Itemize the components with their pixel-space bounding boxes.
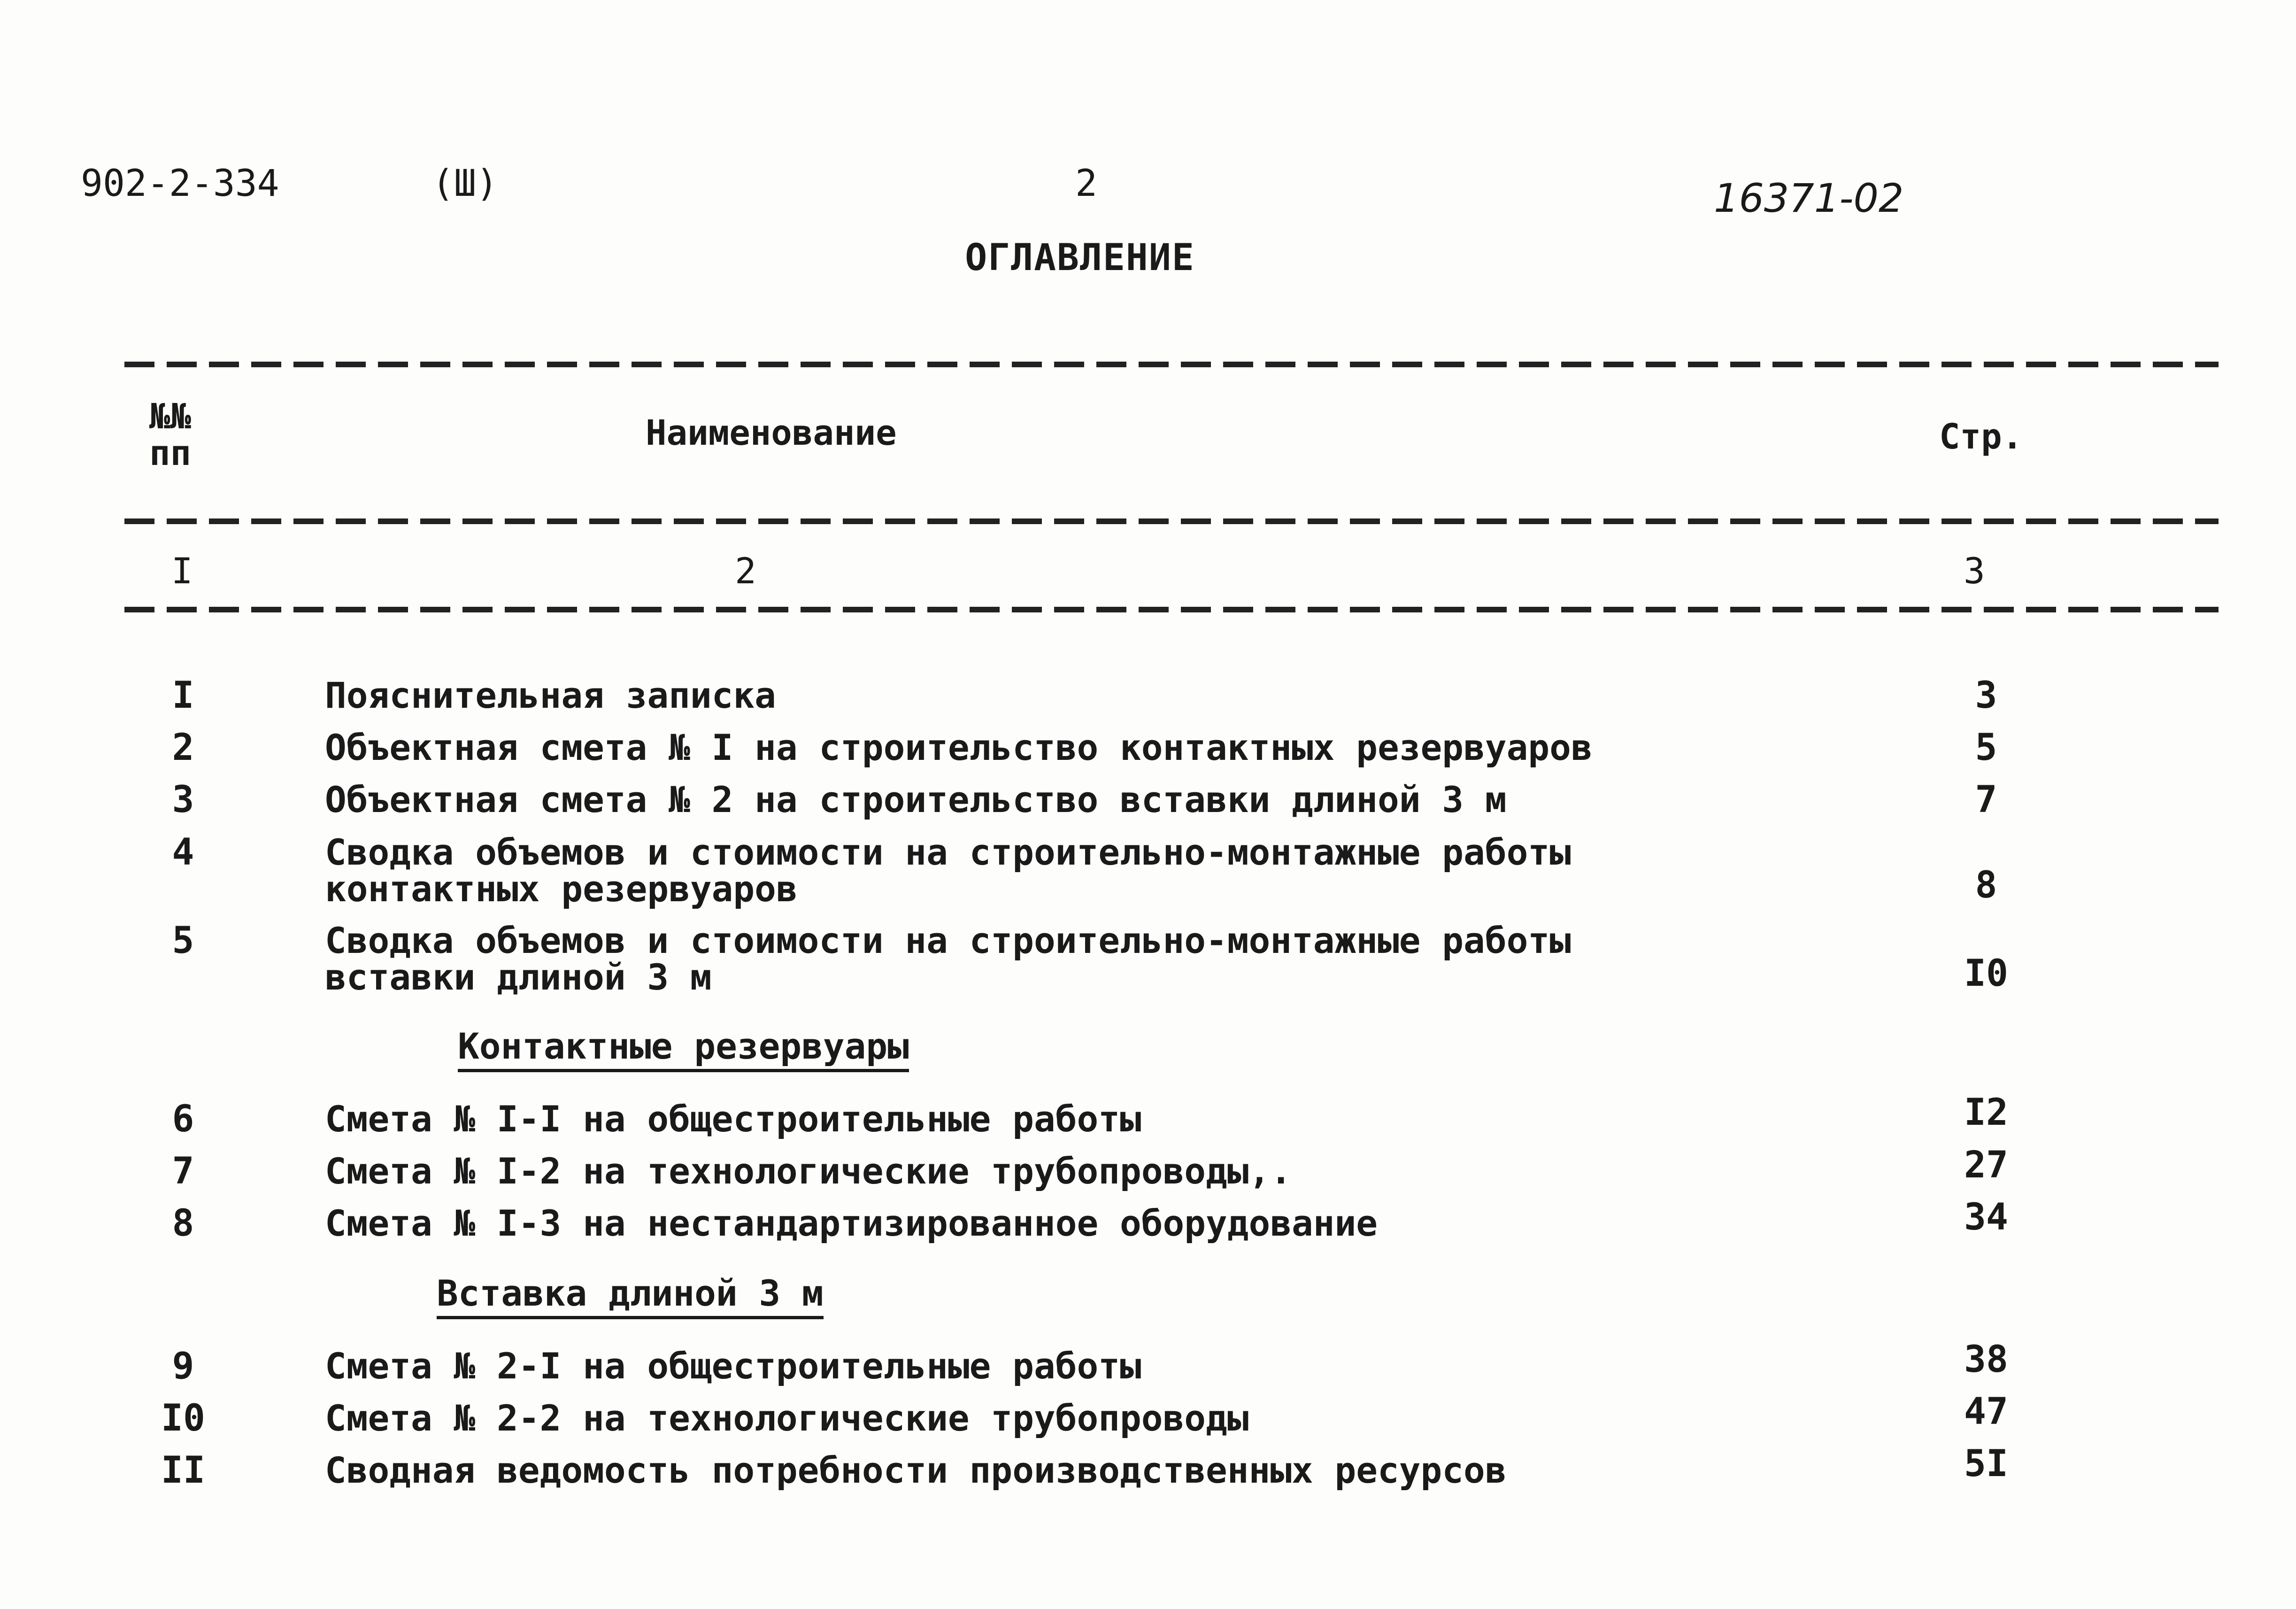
page-number: 2: [1075, 162, 1097, 205]
row-number: 9: [172, 1345, 194, 1387]
row-page: 27: [1964, 1144, 2008, 1186]
row-number: 8: [172, 1202, 194, 1245]
column-number-3: 3: [1964, 550, 1985, 592]
row-title: Смета № I-I на общестроительные работы: [325, 1098, 1141, 1140]
row-page: I2: [1964, 1091, 2008, 1134]
row-number: I0: [161, 1397, 205, 1439]
header-number-column: №№ пп: [149, 396, 192, 473]
page-title: ОГЛАВЛЕНИЕ: [965, 237, 1195, 279]
row-title: Сводка объемов и стоимости на строительно-монтажные работы контактных резервуаров: [325, 831, 1571, 910]
row-page: 38: [1964, 1338, 2008, 1381]
row-number: 7: [172, 1150, 194, 1192]
row-number: 3: [172, 779, 194, 821]
row-number: 5: [172, 920, 194, 962]
row-page: 5I: [1964, 1443, 2008, 1485]
row-number: II: [161, 1449, 205, 1492]
document-code: 902-2-334: [81, 162, 279, 205]
dashed-rule-top: [124, 362, 2219, 367]
row-page: 34: [1964, 1196, 2008, 1238]
row-title: Пояснительная записка: [325, 674, 776, 716]
column-number-1: I: [171, 550, 193, 592]
row-title: Сводка объемов и стоимости на строительно-монтажные работы вставки длиной 3 м: [325, 920, 1571, 998]
handwritten-number: 16371-02: [1714, 175, 1904, 221]
header-page-column: Стр.: [1939, 417, 2023, 457]
row-number: 4: [172, 831, 194, 874]
header-name-column: Наименование: [646, 413, 897, 453]
column-number-2: 2: [735, 550, 756, 592]
row-title: Смета № I-3 на нестандартизированное оборудование: [325, 1202, 1378, 1244]
row-title: Сводная ведомость потребности производственных ресурсов: [325, 1449, 1507, 1491]
row-page: 3: [1975, 674, 1997, 717]
row-title: Смета № I-2 на технологические трубопроводы,.: [325, 1150, 1292, 1192]
row-number: 2: [172, 727, 194, 769]
row-page: 47: [1964, 1391, 2008, 1433]
dashed-rule-bottom: [124, 607, 2219, 612]
row-title: Смета № 2-2 на технологические трубопроводы: [325, 1397, 1249, 1439]
row-page: 5: [1975, 727, 1997, 769]
row-number: 6: [172, 1098, 194, 1140]
row-page: I0: [1964, 952, 2008, 995]
dashed-rule-middle: [124, 518, 2219, 524]
section-heading-insert: Вставка длиной 3 м: [437, 1276, 824, 1319]
row-page: 7: [1975, 779, 1997, 821]
row-title: Объектная смета № I на строительство контактных резервуаров: [325, 727, 1593, 768]
row-page: 8: [1975, 864, 1997, 906]
row-number: I: [172, 674, 194, 717]
section-heading-contact-reservoirs: Контактные резервуары: [458, 1029, 909, 1072]
volume-number: (Ш): [432, 162, 498, 205]
row-title: Объектная смета № 2 на строительство вставки длиной 3 м: [325, 779, 1507, 820]
row-title: Смета № 2-I на общестроительные работы: [325, 1345, 1141, 1387]
